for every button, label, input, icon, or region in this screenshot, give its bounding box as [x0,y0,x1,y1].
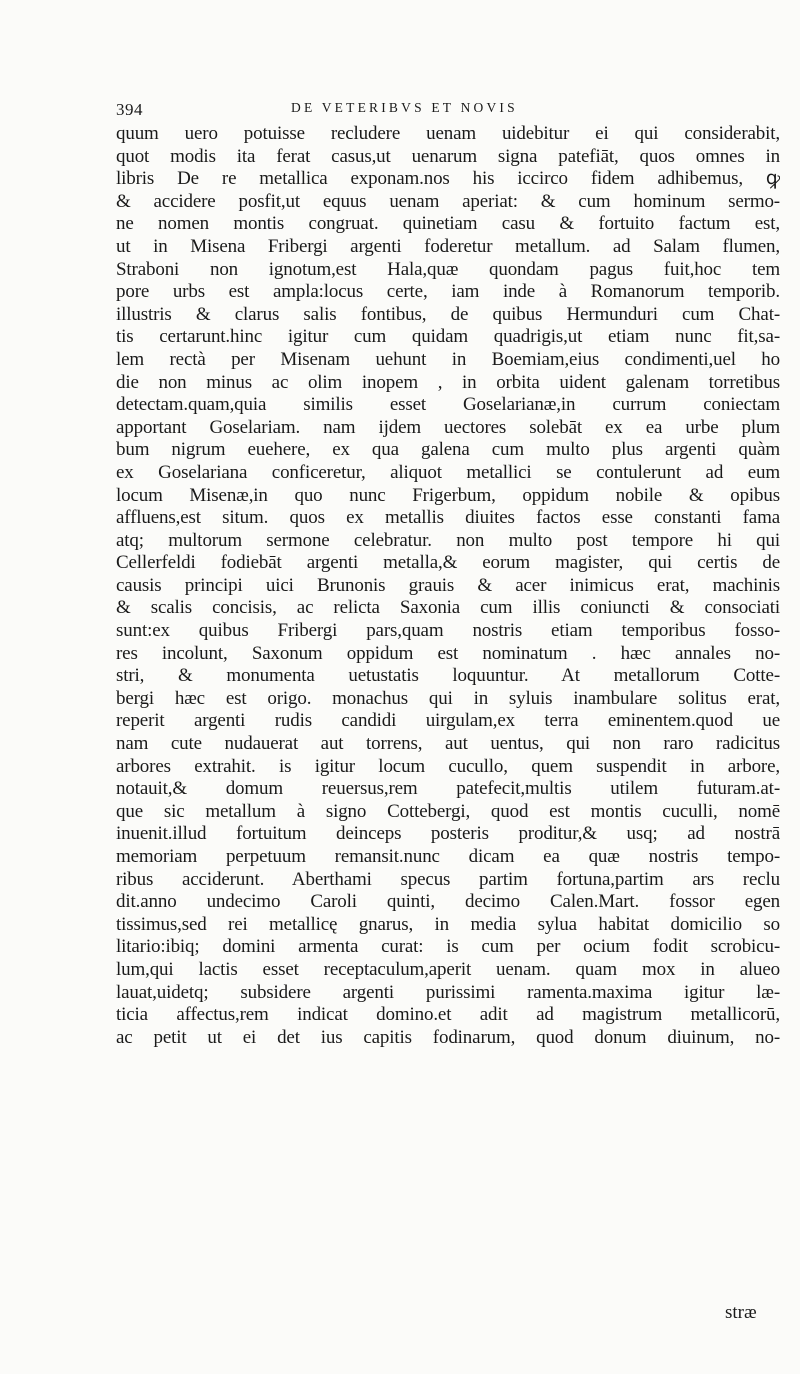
page-number: 394 [116,100,143,119]
text-line: ut in Misena Fribergi argenti foderetur metallum. ad Salam flumen, [116,235,780,257]
text-line: memoriam perpetuum remansit.nunc dicam ea quæ nostris tempo- [116,846,780,867]
text-line: tis certarunt.hinc igitur cum quidam quadrigis,ut etiam nunc fit,sa- [116,326,780,348]
text-line: stri, & monumenta uetustatis loquuntur. At metallorum Cotte- [116,665,780,687]
text-line: affluens,est situm. quos ex metallis diuites factos esse constanti fama [116,507,780,529]
running-head: DE VETERIBVS ET NOVIS [291,100,518,115]
text-line: inuenit.illud fortuitum deinceps posteris proditur,& usq; ad nostrā [116,823,780,845]
text-line: ribus acciderunt. Aberthami specus partim fortuna,partim ars reclu [116,868,780,890]
text-line: ac petit ut ei det ius capitis fodinarum, quod donum diuinum, no- [116,1026,780,1048]
text-line: que sic metallum à signo Cottebergi, quod est montis cuculli, nomē [116,800,780,822]
page-header [116,98,756,124]
text-line: bergi hæc est origo. monachus qui in syluis inambulare solitus erat, [116,687,780,709]
text-line: locum Misenæ,in quo nunc Frigerbum, oppidum nobile & opibus [116,484,780,506]
text-line: lum,qui lactis esset receptaculum,aperit uenam. quam mox in alueo [116,958,780,980]
text-line: bum nigrum euehere, ex qua galena cum multo plus argenti quàm [116,439,780,461]
text-line: dit.anno undecimo Caroli quinti, decimo Calen.Mart. fossor egen [116,891,780,913]
text-line: quum uero potuisse recludere uenam uidebitur ei qui considerabit, [116,123,780,144]
text-line: sunt:ex quibus Fribergi pars,quam nostris etiam temporibus fosso- [116,620,780,642]
text-line: atq; multorum sermone celebratur. non multo post tempore hi qui [116,529,780,551]
text-line: & scalis concisis, ac relicta Saxonia cum illis coniuncti & consociati [116,597,780,619]
text-line: arbores extrahit. is igitur locum cucullo, quem suspendit in arbore, [116,755,780,777]
text-line: ex Goselariana conficeretur, aliquot metallici se contulerunt ad eum [116,461,780,483]
text-line: apportant Goselariam. nam ijdem uectores solebāt ex ea urbe plum [116,416,780,438]
text-line: causis principi uici Brunonis grauis & acer inimicus erat, machinis [116,574,780,596]
text-line: Straboni non ignotum,est Hala,quæ quondam pagus fuit,hoc tem [116,258,780,280]
text-line: detectam.quam,quia similis esset Goselarianæ,in currum coniectam [116,394,780,416]
text-line: quot modis ita ferat casus,ut uenarum signa patefiāt, quos omnes in [116,145,780,167]
text-line: die non minus ac olim inopem , in orbita uident galenam torretibus [116,371,780,393]
text-line: nam cute nudauerat aut torrens, aut uentus, qui non raro radicitus [116,733,780,755]
text-line: illustris & clarus salis fontibus, de quibus Hermunduri cum Chat- [116,303,780,325]
text-line: lauat,uidetq; subsidere argenti purissimi ramenta.maxima igitur læ- [116,981,780,1003]
text-line: Cellerfeldi fodiebāt argenti metalla,& eorum magister, qui certis de [116,552,780,574]
catchword: stræ [725,1302,757,1323]
text-line: litario:ibiq; domini armenta curat: is cum per ocium fodit scrobicu- [116,936,780,958]
text-line: libris De re metallica exponam.nos his iccirco fidem adhibemus, ꝙ [116,168,780,190]
text-line: notauit,& domum reuersus,rem patefecit,multis utilem futuram.at- [116,778,780,800]
text-line: res incolunt, Saxonum oppidum est nominatum . hæc annales no- [116,642,780,664]
text-line: ticia affectus,rem indicat domino.et adit ad magistrum metallicorū, [116,1004,780,1026]
text-line: pore urbs est ampla:locus certe, iam inde à Romanorum temporib. [116,281,780,303]
text-line: lem rectà per Misenam uehunt in Boemiam,eius condimenti,uel ho [116,348,780,370]
text-line: ne nomen montis congruat. quinetiam casu & fortuito factum est, [116,213,780,235]
text-line: tissimus,sed rei metallicę gnarus, in media sylua habitat domicilio so [116,913,780,935]
text-line: & accidere posfit,ut equus uenam aperiat: & cum hominum sermo- [116,190,780,212]
text-line: reperit argenti rudis candidi uirgulam,ex terra eminentem.quod ue [116,710,780,732]
body-text [116,123,780,1049]
